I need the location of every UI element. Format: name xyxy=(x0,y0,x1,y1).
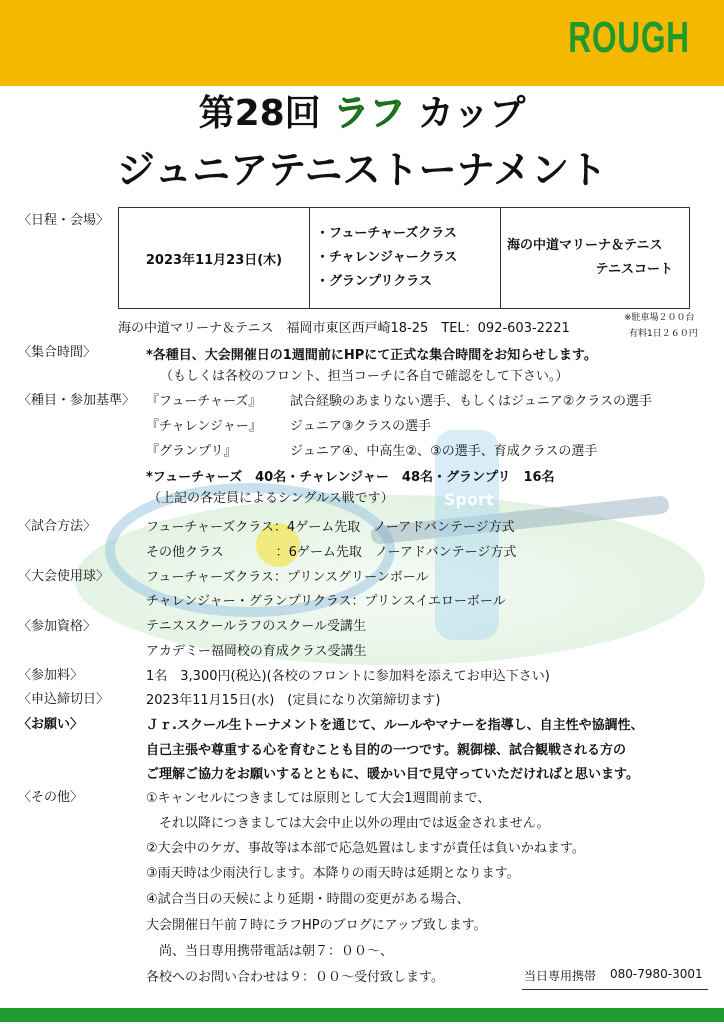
event-name: 『グランプリ』 xyxy=(146,444,237,459)
other-line: 各校へのお問い合わせは９：００～受付致します。 xyxy=(146,970,444,985)
schedule-classes xyxy=(310,208,501,309)
class-item: ・グランプリクラス xyxy=(316,274,432,289)
footer-bar xyxy=(0,1008,724,1022)
phone-underline xyxy=(522,989,708,990)
parking-line2: 有料1日２６０円 xyxy=(629,329,698,339)
other-line: ④試合当日の天候により延期・時間の変更がある場合、 xyxy=(146,892,470,907)
method-line2: その他クラス ：6ゲーム先取 ノーアドバンテージ方式 xyxy=(146,545,517,560)
request-label: 〈お願い〉 xyxy=(18,717,84,732)
eligibility-label: 〈参加資格〉 xyxy=(18,619,97,634)
venue-line1: 海の中道マリーナ＆テニス xyxy=(507,238,663,253)
other-line: 尚、当日専用携帯電話は朝７：００～、 xyxy=(146,944,394,959)
eligibility-line1: テニススクールラフのスクール受講生 xyxy=(146,619,366,634)
other-line: ③雨天時は少雨決行します。本降りの雨天時は延期となります。 xyxy=(146,866,520,881)
assembly-line1: *各種目、大会開催日の1週間前にHPにて正式な集合時間をお知らせします。 xyxy=(146,348,597,363)
other-line: 大会開催日午前７時にラフHPのブログにアップ致します。 xyxy=(146,918,487,933)
parking-line1: ※駐車場２００台 xyxy=(624,313,695,323)
rough-logo: ROUGH xyxy=(568,13,690,62)
method-line1: フューチャーズクラス：4ゲーム先取 ノーアドバンテージ方式 xyxy=(146,520,515,535)
event-desc: ジュニア③クラスの選手 xyxy=(290,419,432,434)
title-suffix: カップ xyxy=(405,93,526,134)
bottle-label: Sport xyxy=(444,490,494,509)
venue-address: 海の中道マリーナ＆テニス 福岡市東区西戸崎18-25 TEL：092-603-2221 xyxy=(118,321,570,336)
event-name: 『フューチャーズ』 xyxy=(146,394,262,409)
events-label: 〈種目・参加基準〉 xyxy=(18,393,136,408)
other-line: ①キャンセルにつきましては原則として大会1週間前まで、 xyxy=(146,791,491,806)
balls-line1: フューチャーズクラス：プリンスグリーンボール xyxy=(146,570,429,585)
schedule-table xyxy=(118,207,690,309)
events-capacity-note: （上記の各定員によるシングルス戦です） xyxy=(148,491,394,506)
schedule-label: 〈日程・会場〉 xyxy=(18,213,110,228)
class-item: ・チャレンジャークラス xyxy=(316,250,458,265)
phone-number: 080-7980-3001 xyxy=(610,967,703,981)
deadline-label: 〈申込締切日〉 xyxy=(18,692,110,707)
schedule-date: 2023年11月23日(木) xyxy=(119,208,310,309)
other-line: それ以降につきましては大会中止以外の理由では返金されません。 xyxy=(146,816,550,831)
event-desc: 試合経験のあまりない選手、もしくはジュニア②クラスの選手 xyxy=(290,394,653,409)
fee-text: 1名 3,300円(税込)(各校のフロントに参加料を添えてお申込下さい) xyxy=(146,669,550,684)
method-label: 〈試合方法〉 xyxy=(18,519,97,534)
other-line: ②大会中のケガ、事故等は本部で応急処置はしますが責任は負いかねます。 xyxy=(146,841,585,856)
venue-line2: テニスコート xyxy=(595,262,673,277)
page-title xyxy=(0,92,724,135)
fee-label: 〈参加料〉 xyxy=(18,668,84,683)
deadline-text: 2023年11月15日(水) (定員になり次第締切ます) xyxy=(146,693,441,708)
event-desc: ジュニア④、中高生②、③の選手、育成クラスの選手 xyxy=(290,444,598,459)
request-line1: Ｊｒ.スクール生トーナメントを通じて、ルールやマナーを指導し、自主性や協調性、 xyxy=(146,718,644,733)
event-name: 『チャレンジャー』 xyxy=(146,419,262,434)
request-line3: ご理解ご協力をお願いするとともに、暖かい目で見守っていただければと思います。 xyxy=(146,767,639,782)
assembly-label: 〈集合時間〉 xyxy=(18,345,97,360)
schedule-venue xyxy=(501,208,690,309)
title-highlight: ラフ xyxy=(333,93,406,134)
balls-label: 〈大会使用球〉 xyxy=(18,569,110,584)
phone-label: 当日専用携帯 xyxy=(524,969,597,983)
title-prefix: 第28回 xyxy=(198,93,334,134)
eligibility-line2: アカデミー福岡校の育成クラス受講生 xyxy=(146,644,367,659)
class-item: ・フューチャーズクラス xyxy=(316,226,457,241)
page-subtitle: ジュニアテニストーナメント xyxy=(116,148,608,192)
events-capacity: *フューチャーズ 40名・チャレンジャー 48名・グランプリ 16名 xyxy=(146,470,555,485)
other-label: 〈その他〉 xyxy=(18,790,84,805)
request-line2: 自己主張や尊重する心を育むことも目的の一つです。親御様、試合観戦される方の xyxy=(146,743,626,758)
balls-line2: チャレンジャー・グランプリクラス：プリンスイエローボール xyxy=(146,594,506,609)
assembly-line2: （もしくは各校のフロント、担当コーチに各自で確認をして下さい。） xyxy=(160,369,569,384)
